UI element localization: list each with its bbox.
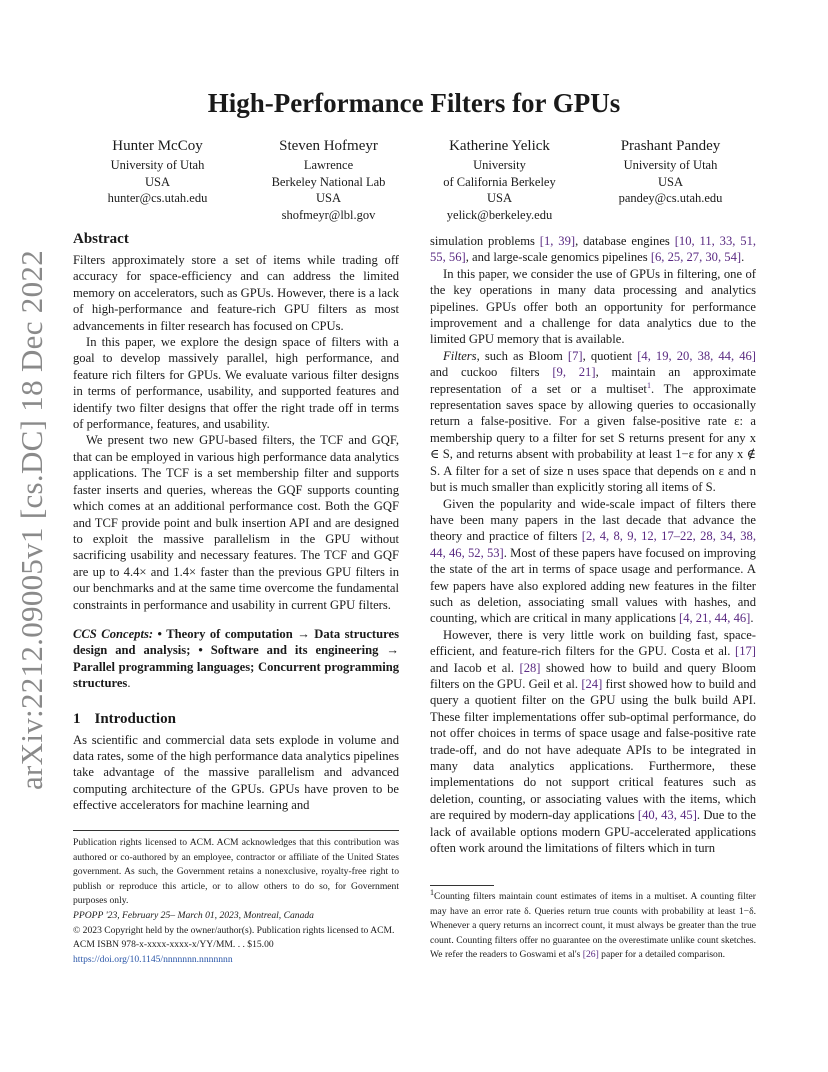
citation-link[interactable]: [26] (582, 949, 599, 961)
intro-paragraph: As scientific and commercial data sets explode in volume and data rates, some of the high performance data analytics pipelines take advantage of the massive parallelism and advanced computing architecture of the GPUs. GPUs have proven to be effective accelerators for machine learning and (73, 732, 399, 813)
author-email: shofmeyr@lbl.gov (281, 207, 376, 222)
body-paragraph: In this paper, we consider the use of GPUs in filtering, one of the key operations in many data processing and analytics pipelines. GPUs offer both an opportunity for performance improvement and a challenge for data analytics due to the limited GPU memory that is available. (430, 266, 756, 347)
author-affiliation: University (473, 158, 526, 172)
footnote-divider (430, 885, 494, 886)
citation-link[interactable]: [9, 21] (552, 365, 596, 380)
body-paragraph: Filters, such as Bloom [7], quotient [4, 19, 20, 38, 44, 46] and cuckoo filters [9, 21], maintain an approximate representation of a set or a multiset$^1$. The approximate representation saves space by allowing queries to occasionally return a false-positive. For a given false-positive rate ε: a membership query to a filter for set S returns present for any x ∈ S, and returns absent with probability at least 1−ε for any x ∉ S. A filter for a set of size n uses space that depends on ε and n but is much smaller than explicitly storing all items of S. (430, 348, 757, 495)
author-name: Hunter McCoy (112, 138, 203, 154)
body-paragraph: Given the popularity and wide-scale impact of filters there have been many papers in the last decade that advance the theory and practice of filters [2, 4, 8, 9, 12, 17–22, 28, 34, 38, 44, 46, 52, 53]. Most of these papers have focused on improving the state of the art in terms of space usage and performance. A few papers have also explored adding new features in the filter such as deletion, associating small values with hashes, and counting, which are critical in many applications [4, 21, 44, 46]. (430, 496, 757, 626)
introduction-heading: 1 Introduction (73, 710, 176, 727)
body-paragraph: However, there is very little work on building fast, space-efficient, and feature-rich filters for the GPU. Costa et al. [17] and Iacob et al. [28] showed how to build and query Bloom filters on the GPU. Geil et al. [24] first showed how to build and query a quotient filter on the GPU using the bulk build API. These filter implementations offer sub-optimal performance, do not offer choices in terms of space usage and false-positive rate trade-off, and do not have adequate APIs to be integrated in many data analytics applications. Furthermore, these implementations do not support critical features such as deletion, counting, or associating values with the items, which are required by modern-day applications [40, 43, 45]. Due to the lack of available options modern GPU-accelerated applications often work around the limitations of filters which in turn (430, 627, 756, 856)
author-name: Steven Hofmeyr (279, 138, 378, 154)
citation-link[interactable]: [4, 19, 20, 38, 44, 46] (637, 348, 756, 363)
author-1 (72, 137, 243, 223)
footnote-divider (73, 830, 399, 831)
arxiv-stamp-text: arXiv:2212.09005v1 [cs.DC] 18 Dec 2022 (14, 249, 49, 791)
author-affiliation: USA (144, 174, 170, 189)
citation-link[interactable]: [1, 39] (539, 234, 576, 248)
author-3 (414, 137, 585, 223)
author-affiliation: USA (486, 191, 512, 205)
author-affiliation: USA (657, 174, 683, 189)
author-affiliation: USA (315, 191, 341, 205)
citation-link[interactable]: [17] (735, 644, 756, 659)
author-email: hunter@cs.utah.edu (107, 191, 208, 205)
abstract-paragraph: In this paper, we explore the design space of filters with a goal to develop massively parallel, high performance, and feature rich filters for GPUs. We evaluate various filter designs in terms of performance, usability, and supported features and identify two filter designs that offer the right trade off in terms of performance, features, and usability. (73, 335, 399, 432)
body-paragraph: simulation problems [1, 39], database engines [10, 11, 33, 51, 55, 56], and large-scale genomics pipelines [6, 25, 27, 30, 54]. (430, 234, 757, 265)
right-column (430, 233, 756, 856)
doi-link[interactable]: https://doi.org/10.1145/nnnnnnn.nnnnnnn (73, 953, 233, 965)
citation-link[interactable]: [7] (567, 348, 583, 363)
author-affiliation: Berkeley National Lab (271, 174, 386, 189)
author-affiliation: Lawrence (303, 158, 354, 172)
citation-link[interactable]: [4, 21, 44, 46] (679, 611, 751, 626)
citation-link[interactable]: [6, 25, 27, 30, 54] (650, 250, 742, 265)
author-email: pandey@cs.utah.edu (618, 191, 723, 205)
author-2 (243, 137, 414, 223)
author-affiliation: of California Berkeley (443, 174, 556, 189)
citation-link[interactable]: [28] (519, 660, 541, 675)
author-block (72, 137, 756, 223)
author-affiliation: University of Utah (623, 158, 718, 172)
paper-title: High-Performance Filters for GPUs (207, 88, 621, 118)
author-email: yelick@berkeley.edu (446, 207, 553, 222)
footnote: $^1$Counting filters maintain count estimates of items in a multiset. A counting filter may have an error rate δ. Queries return true counts with probability at least 1−δ. Whenever a query returns an incorrect count, it must always be greater than the true count. Counting filters offer no guarantee on the overestimate unlike count sketches. We refer the readers to Goswami et al's [26] paper for a detailed comparison. (430, 887, 756, 961)
author-name: Prashant Pandey (620, 138, 721, 154)
left-column (73, 230, 399, 814)
author-affiliation: University of Utah (110, 158, 205, 172)
author-name: Katherine Yelick (449, 138, 550, 154)
citation-link[interactable]: [24] (581, 676, 603, 691)
abstract-paragraph: We present two new GPU-based filters, the TCF and GQF, that can be employed in various high performance data analytics applications. The TCF is a set membership filter and supports faster inserts and queries, whereas the GQF supports counting which comes at an additional performance cost. Both the GQF and TCF provide point and bulk insertion API and are designed to exploit the massive parallelism in the GPU without sacrificing usability and necessary features. The TCF and GQF are up to 4.4× and 1.4× faster than the previous GPU filters in our benchmarks and at the same time overcome the fundamental constraints in performance and usability in current GPU filters. (73, 433, 399, 612)
abstract-heading: Abstract (73, 231, 129, 247)
abstract-paragraph: Filters approximately store a set of items while trading off accuracy for space-efficiency and can address the limited memory on accelerators, such as GPUs. However, there is a lack of high-performance and feature-rich GPU filters as most advancements in filter research has focused on CPUs. (73, 253, 399, 333)
author-4 (585, 137, 756, 223)
ccs-concepts: CCS Concepts: • Theory of computation → Data structures design and analysis; • Software and its engineering → Parallel programming languages; Concurrent programming structures. (73, 626, 399, 691)
citation-link[interactable]: [10, 11, 33, 51, 55, 56] (430, 234, 757, 265)
publication-rights-note: Publication rights licensed to ACM. ACM acknowledges that this contribution was authored or co-authored by an employee, contractor or affiliate of the United States government. As such, the Government retains a nonexclusive, royalty-free right to publish or reproduce this article, or to allow others to do so, for Government purposes only. PPOPP '23, February 25– March 01, 2023, Montreal, Canada © 2023 Copyright held by the owner/author(s). Publication rights licensed to ACM. ACM ISBN 978-x-xxxx-xxxx-x/YY/MM. . . $15.00 https://doi.org/10.1145/nnnnnnn.nnnnnnn (73, 836, 399, 967)
citation-link[interactable]: [2, 4, 8, 9, 12, 17–22, 28, 34, 38, 44, 46, 52, 53] (430, 529, 757, 560)
arxiv-side-stamp (12, 240, 52, 800)
footnote-marker[interactable]: 1 (646, 380, 651, 390)
citation-link[interactable]: [40, 43, 45] (637, 808, 697, 823)
